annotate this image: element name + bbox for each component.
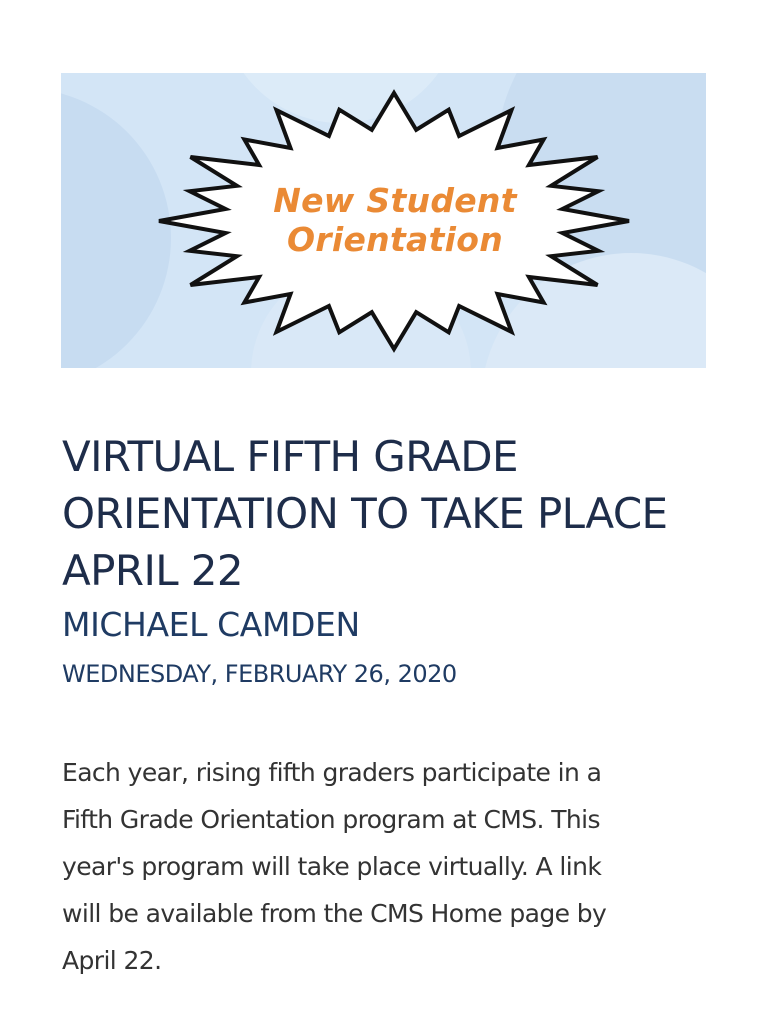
article-title: VIRTUAL FIFTH GRADE ORIENTATION TO TAKE PLACE APRIL 22: [62, 432, 668, 595]
banner-title-line-2: Orientation: [286, 220, 504, 259]
background-circle: [61, 88, 171, 368]
article-date: WEDNESDAY, FEBRUARY 26, 2020: [62, 660, 457, 688]
banner-title-line-1: New Student: [273, 181, 517, 220]
article-body: Each year, rising fifth graders participate in a Fifth Grade Orientation program at CMS. This year's program will take place virtually. A link will be available from the CMS Home page by April 22.: [62, 758, 607, 975]
banner-title: [211, 181, 579, 259]
article-author: MICHAEL CAMDEN: [62, 605, 360, 644]
orientation-banner-image: [61, 73, 706, 368]
